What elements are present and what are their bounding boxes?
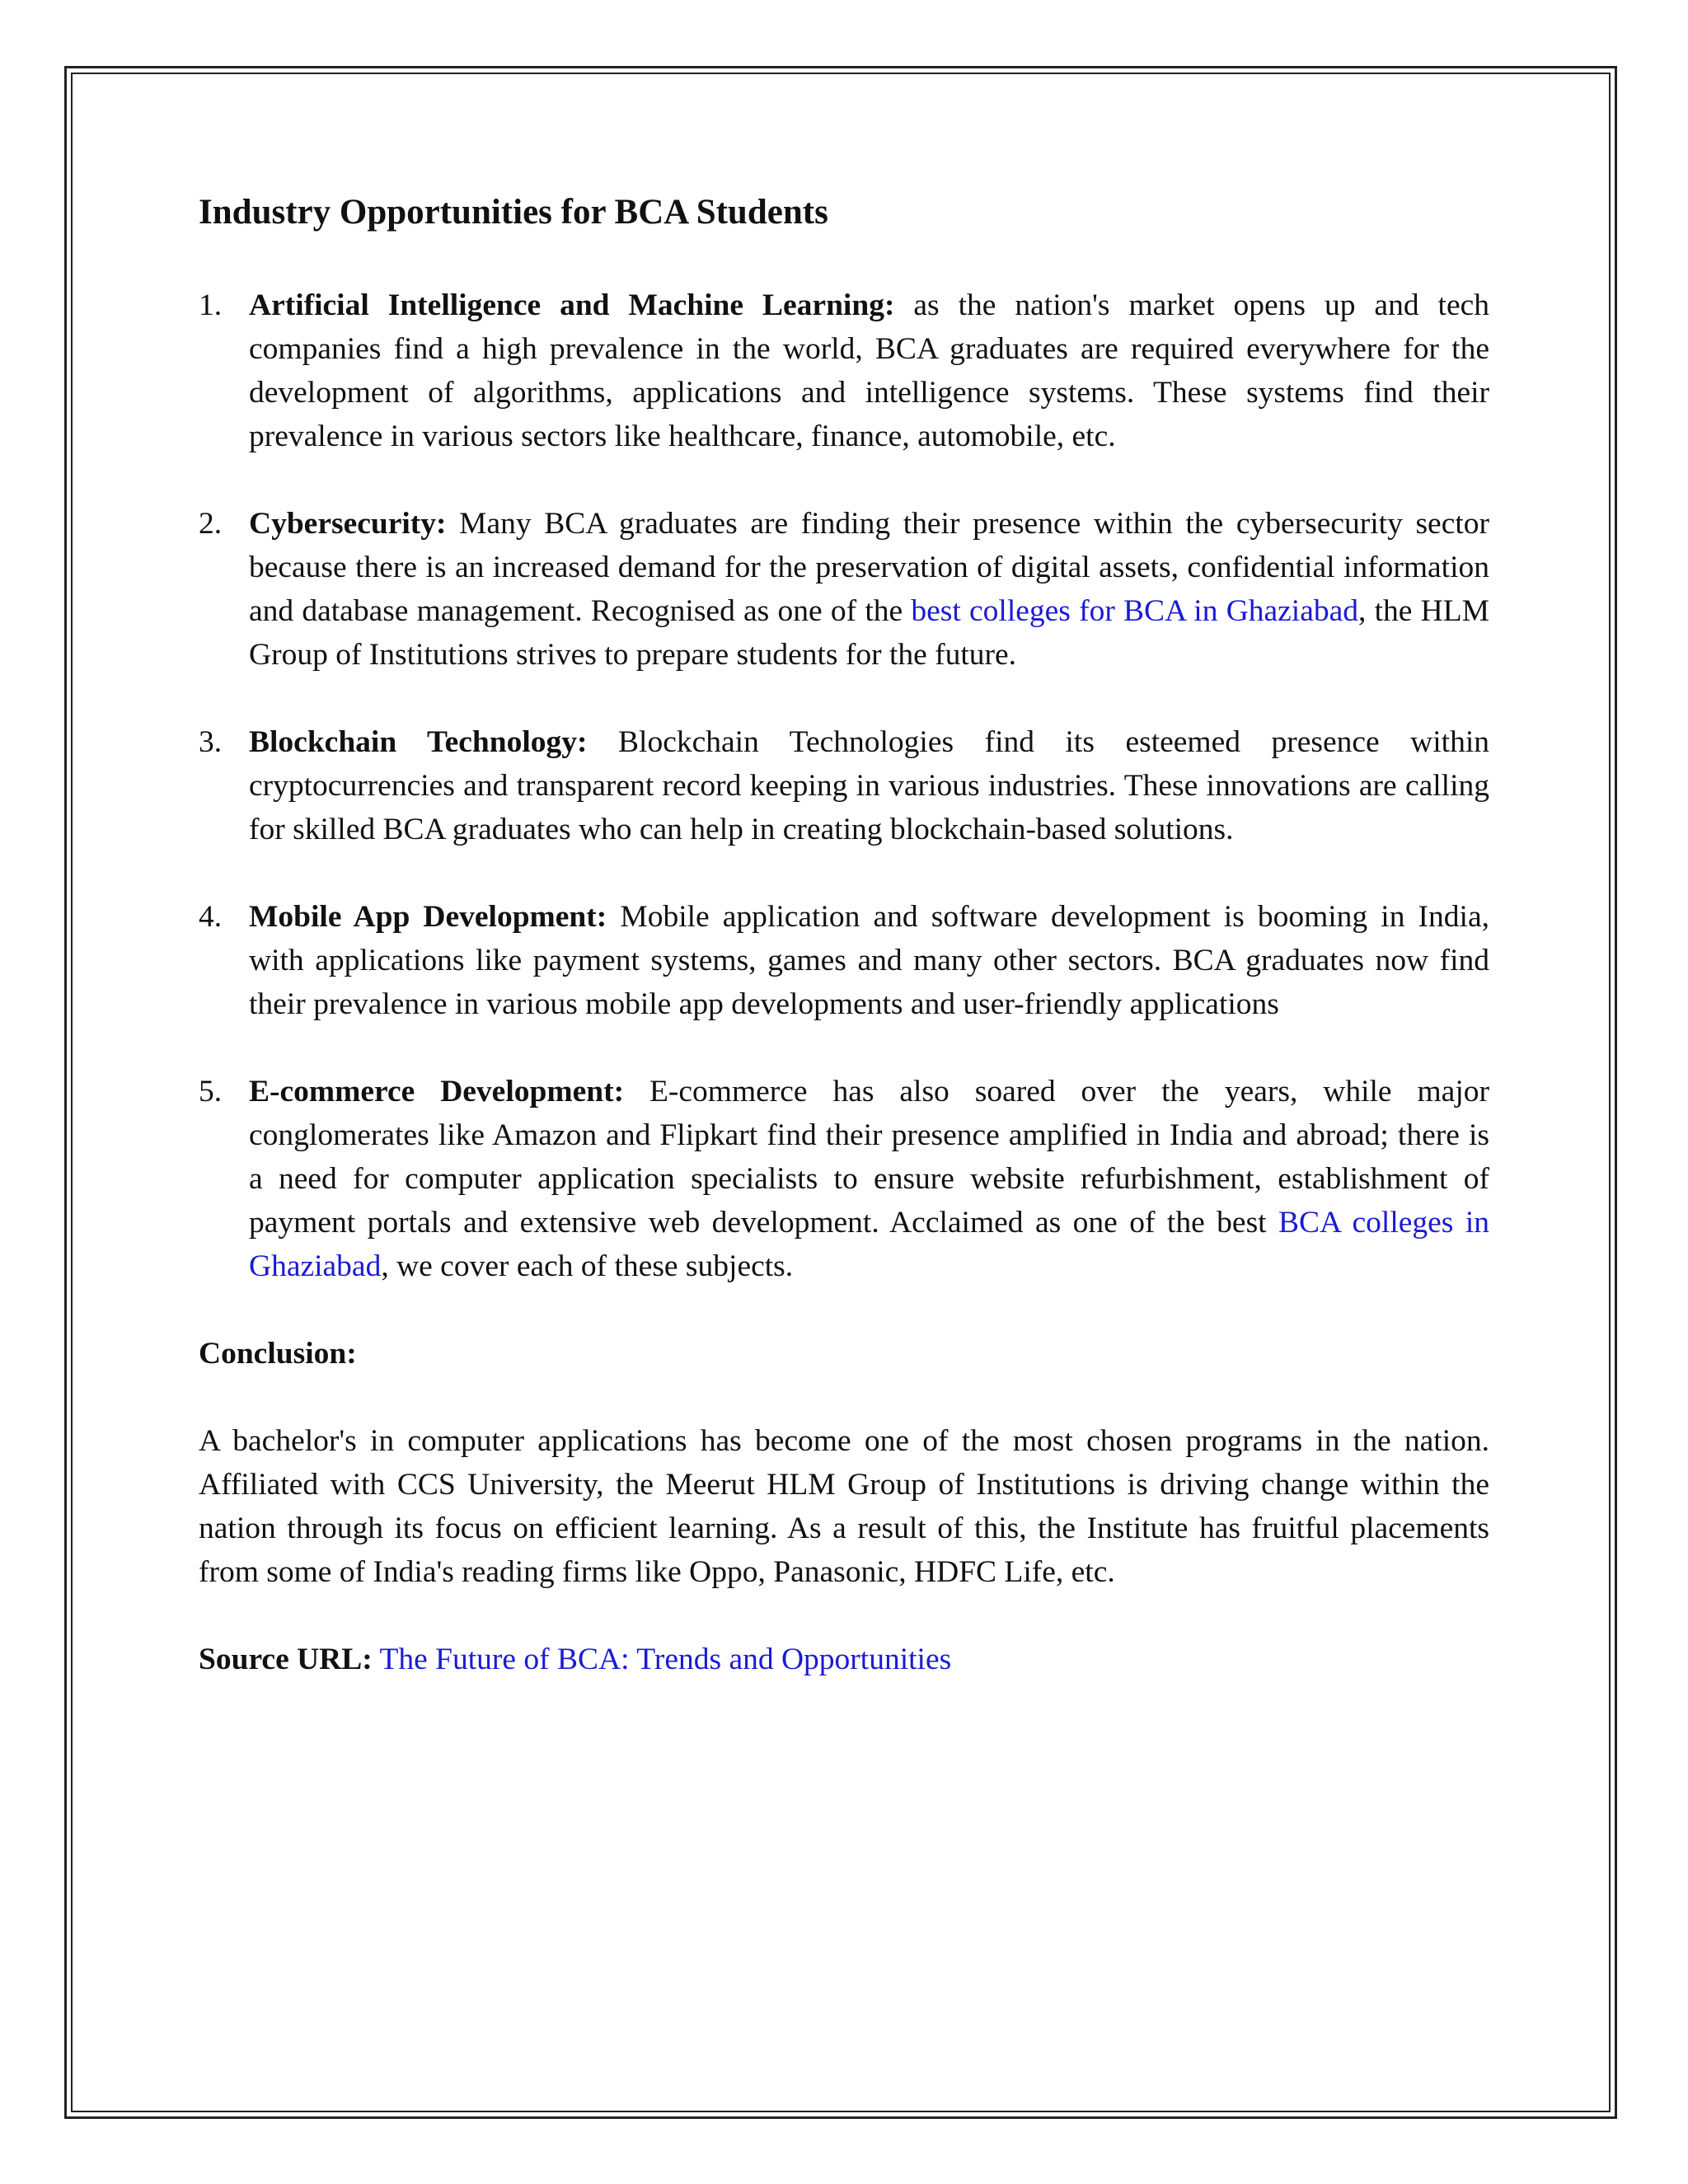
list-item-number: 3. [199, 724, 223, 759]
list-item-text: E-commerce has also soared over the years, while major conglomerates like Amazon and Flipkart find their presence amplified in India and abroad; there is a need for computer application specialists to ensure website refurbishment, establishment of payment portals and extensive web development. Acclaimed as one of the best [249, 1074, 1489, 1240]
list-item-text-after: , we cover each of these subjects. [381, 1249, 794, 1283]
list-item-heading: Cybersecurity: [249, 506, 447, 541]
source-url-link[interactable]: The Future of BCA: Trends and Opportunities [379, 1642, 952, 1676]
opportunities-list [199, 284, 1489, 1288]
list-item-text: as the nation's market opens up and tech companies find a high prevalence in the world, BCA graduates are required everywhere for the development of algorithms, applications and intelligence systems. These systems find their prevalence in various sectors like healthcare, finance, automobile, etc. [249, 288, 1489, 453]
list-item-heading: E-commerce Development: [249, 1074, 625, 1108]
list-item [199, 284, 1489, 458]
source-label: Source URL: [199, 1642, 373, 1676]
conclusion-heading: Conclusion: [199, 1336, 357, 1371]
list-item-heading: Mobile App Development: [249, 899, 607, 934]
list-item-heading: Blockchain Technology: [249, 724, 588, 759]
list-item-text: Mobile application and software development is booming in India, with applications like payment systems, games and many other sectors. BCA graduates now find their prevalence in various mobile app developments and user-friendly applications [249, 899, 1489, 1021]
document-title: Industry Opportunities for BCA Students [199, 193, 828, 232]
list-item-number: 5. [199, 1074, 223, 1108]
list-item [199, 1070, 1489, 1288]
list-item-text: Many BCA graduates are finding their presence within the cybersecurity sector because there is an increased demand for the preservation of digital assets, confidential information and database management. Recognised as one of the [249, 506, 1489, 628]
bca-colleges-ghaziabad-link[interactable]: BCA colleges in Ghaziabad [249, 1205, 1489, 1283]
list-item [199, 895, 1489, 1026]
source-line [199, 1638, 1489, 1681]
list-item-number: 1. [199, 288, 223, 322]
list-item-text-after: , the HLM Group of Institutions strives to prepare students for the future. [249, 593, 1489, 672]
best-colleges-bca-link[interactable]: best colleges for BCA in Ghaziabad [911, 593, 1359, 628]
list-item [199, 502, 1489, 677]
list-item-heading: Artificial Intelligence and Machine Learning: [249, 288, 895, 322]
list-item [199, 720, 1489, 851]
conclusion-paragraph: A bachelor's in computer applications has become one of the most chosen programs in the nation. Affiliated with CCS University, the Meerut HLM Group of Institutions is driving change within the nation through its focus on efficient learning. As a result of this, the Institute has fruitful placements from some of India's reading firms like Oppo, Panasonic, HDFC Life, etc. [199, 1423, 1489, 1589]
list-item-text: Blockchain Technologies find its esteemed presence within cryptocurrencies and transparent record keeping in various industries. These innovations are calling for skilled BCA graduates who can help in creating blockchain-based solutions. [249, 724, 1489, 846]
list-item-number: 4. [199, 899, 223, 934]
document-body [199, 191, 1489, 1681]
list-item-number: 2. [199, 506, 223, 541]
